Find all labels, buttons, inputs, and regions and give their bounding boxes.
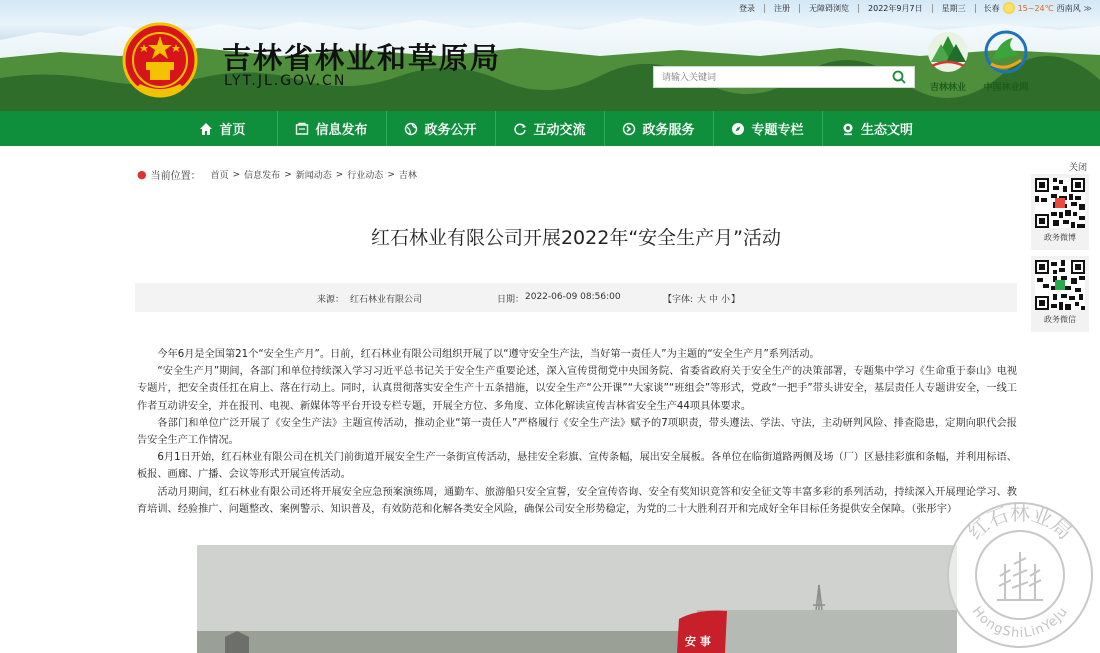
search-button[interactable] — [884, 67, 914, 87]
main-nav — [0, 111, 1100, 146]
info-icon — [295, 122, 309, 136]
top-utility-bar — [730, 0, 1100, 16]
jilin-forestry-logo[interactable] — [924, 30, 972, 92]
wechat-qr[interactable] — [1031, 256, 1089, 332]
weather-widget — [976, 2, 1100, 14]
font-close-bracket: 】 — [731, 295, 741, 305]
search-icon — [892, 70, 906, 84]
nav-label: 专题专栏 — [751, 123, 804, 138]
nav-item-special[interactable] — [714, 111, 823, 146]
breadcrumb-home[interactable]: 首页 — [210, 171, 229, 181]
date-text: 2022-06-09 08:56:00 — [525, 292, 621, 302]
home-icon — [199, 122, 213, 136]
article-paragraph: 6月1日开始，红石林业有限公司在机关门前街道开展安全生产一条街宣传活动，悬挂安全彩旗、宣传条幅，展出安全展板。各单位在临街道路两侧及场（厂）区悬挂彩旗和条幅，并利用标语、板报、画廊、广播、会议等形式开展宣传活动。 — [137, 452, 1017, 481]
nav-label: 互动交流 — [533, 123, 586, 138]
breadcrumb-info[interactable]: 信息发布 — [244, 171, 281, 181]
font-small-button[interactable]: 小 — [721, 295, 731, 305]
nav-item-info[interactable] — [278, 111, 387, 146]
search-box — [653, 66, 915, 88]
refresh-icon — [513, 122, 527, 136]
breadcrumb-sep: > — [284, 169, 292, 180]
nav-label: 生态文明 — [860, 123, 913, 138]
nav-label: 政务服务 — [642, 123, 695, 138]
nav-item-home[interactable] — [169, 111, 278, 146]
breadcrumb-label: 当前位置： — [150, 171, 201, 182]
qr2-label: 政务微信 — [1044, 315, 1076, 324]
compass-icon — [731, 122, 745, 136]
china-forestry-logo[interactable] — [980, 30, 1032, 92]
nav-item-service[interactable] — [605, 111, 714, 146]
font-large-button[interactable]: 大 — [697, 295, 707, 305]
sidebar-qr — [1031, 160, 1089, 338]
breadcrumb-jilin[interactable]: 吉林 — [398, 171, 417, 181]
nav-label: 首页 — [219, 123, 246, 138]
nav-item-interaction[interactable] — [496, 111, 605, 146]
nav-label: 政务公开 — [424, 123, 477, 138]
qr-code-icon — [1035, 260, 1085, 310]
article-photo — [197, 545, 957, 653]
qr1-label: 政务微博 — [1044, 233, 1076, 242]
photo-banner-text: 安 事 — [685, 635, 711, 648]
forestry-seal-watermark — [945, 500, 1095, 650]
site-domain: LYT.JL.GOV.CN — [224, 73, 347, 89]
qr-code-icon — [1035, 178, 1085, 228]
breadcrumb-sep: > — [387, 169, 395, 180]
city-text: 长春 — [983, 3, 1000, 13]
article-paragraph: 活动月期间，红石林业有限公司还将开展安全应急预案演练周，通勤车、旅游船只安全宣誓，安全宣传咨询、安全有奖知识竞答和安全征文等丰富多彩的系列活动，持续深入开展理论学习、教育培训、经验推广、问题整改、案例警示、知识普及，有效防范和化解各类安全风险，确保公司安全形势稳定，为党的二十大胜利召开和完成好全年目标任务提供安全保障。（张彤宇） — [137, 486, 1017, 515]
location-pin-icon: ● — [137, 168, 147, 181]
site-title[interactable]: 吉林省林业和草原局 — [222, 41, 502, 75]
article-paragraph: 今年6月是全国第21个“安全生产月”。日前，红石林业有限公司组织开展了以“遵守安全生产法，当好第一责任人”为主题的“安全生产月”系列活动。 — [157, 349, 820, 360]
article-meta — [135, 283, 1017, 312]
service-icon — [622, 122, 636, 136]
article-paragraph: 各部门和单位广泛开展了《安全生产法》主题宣传活动，推动企业“第一责任人”严格履行《安全生产法》赋予的7项职责，带头遵法、学法、守法，主动研判风险、排查隐患，定期向职代会报告安全生产工作情况。 — [137, 417, 1017, 447]
breadcrumb — [137, 167, 417, 182]
font-medium-button[interactable]: 中 — [709, 295, 719, 305]
more-weather-icon[interactable]: ≫ — [1083, 3, 1092, 13]
china-forestry-icon — [983, 30, 1029, 78]
breadcrumb-sep: > — [335, 169, 344, 180]
breadcrumb-industry[interactable]: 行业动态 — [347, 171, 384, 181]
breadcrumb-sep: > — [232, 169, 241, 180]
source-label: 来源： — [317, 295, 345, 305]
logo1-caption: 吉林林业 — [929, 83, 966, 93]
jilin-forestry-icon — [926, 30, 970, 78]
sun-icon — [1003, 2, 1015, 14]
date-label: 日期： — [497, 295, 525, 305]
temperature-text: 15~24℃ — [1017, 3, 1054, 13]
date-text: 2022年9月7日 — [859, 4, 933, 13]
close-button[interactable]: 关闭 — [1068, 163, 1087, 173]
accessible-link[interactable]: 无障碍浏览 — [800, 4, 859, 13]
weekday-text: 星期三 — [933, 4, 976, 13]
register-link[interactable]: 注册 — [765, 4, 800, 13]
logo2-caption: 中国林业网 — [983, 83, 1029, 93]
wind-text: 西南风 — [1056, 3, 1081, 13]
nav-item-ecology[interactable] — [823, 111, 932, 146]
globe-icon — [404, 122, 418, 136]
search-input[interactable] — [654, 67, 884, 87]
pin-icon — [841, 122, 855, 136]
article-body — [137, 346, 1017, 518]
seal-bottom-text: HongShiLinYeJu — [968, 604, 1072, 642]
weibo-qr[interactable] — [1031, 174, 1089, 250]
national-emblem-icon — [122, 22, 198, 100]
breadcrumb-news[interactable]: 新闻动态 — [295, 171, 332, 181]
login-link[interactable]: 登录 — [730, 4, 765, 13]
nav-item-gov-open[interactable] — [387, 111, 496, 146]
article-title: 红石林业有限公司开展2022年“安全生产月”活动 — [370, 227, 782, 249]
photo-scene — [197, 545, 957, 653]
site-header — [0, 0, 1100, 111]
seal-top-text: 红石林业局 — [963, 501, 1077, 545]
nav-label: 信息发布 — [315, 123, 368, 138]
font-label: 【字体: — [663, 295, 694, 305]
source-text: 红石林业有限公司 — [350, 295, 423, 305]
article-paragraph: “安全生产月”期间，各部门和单位持续深入学习习近平总书记关于安全生产重要论述，深入宣传贯彻党中央国务院、省委省政府关于安全生产的决策部署，专题集中学习《生命重于泰山》电视专题片，把安全责任扛在肩上、落在行动上。同时，认真贯彻落实安全生产十五条措施，以安全生产“公开课”“大家谈”“班组会”等形式，党政“一把手”带头讲安全，基层责任人专题讲安全，一线工作者互动讲安全，并在报刊、电视、新媒体等平台开设专栏专题，开展全方位、多角度、立体化解读宣传吉林省安全生产44项具体要求。 — [137, 366, 1017, 412]
